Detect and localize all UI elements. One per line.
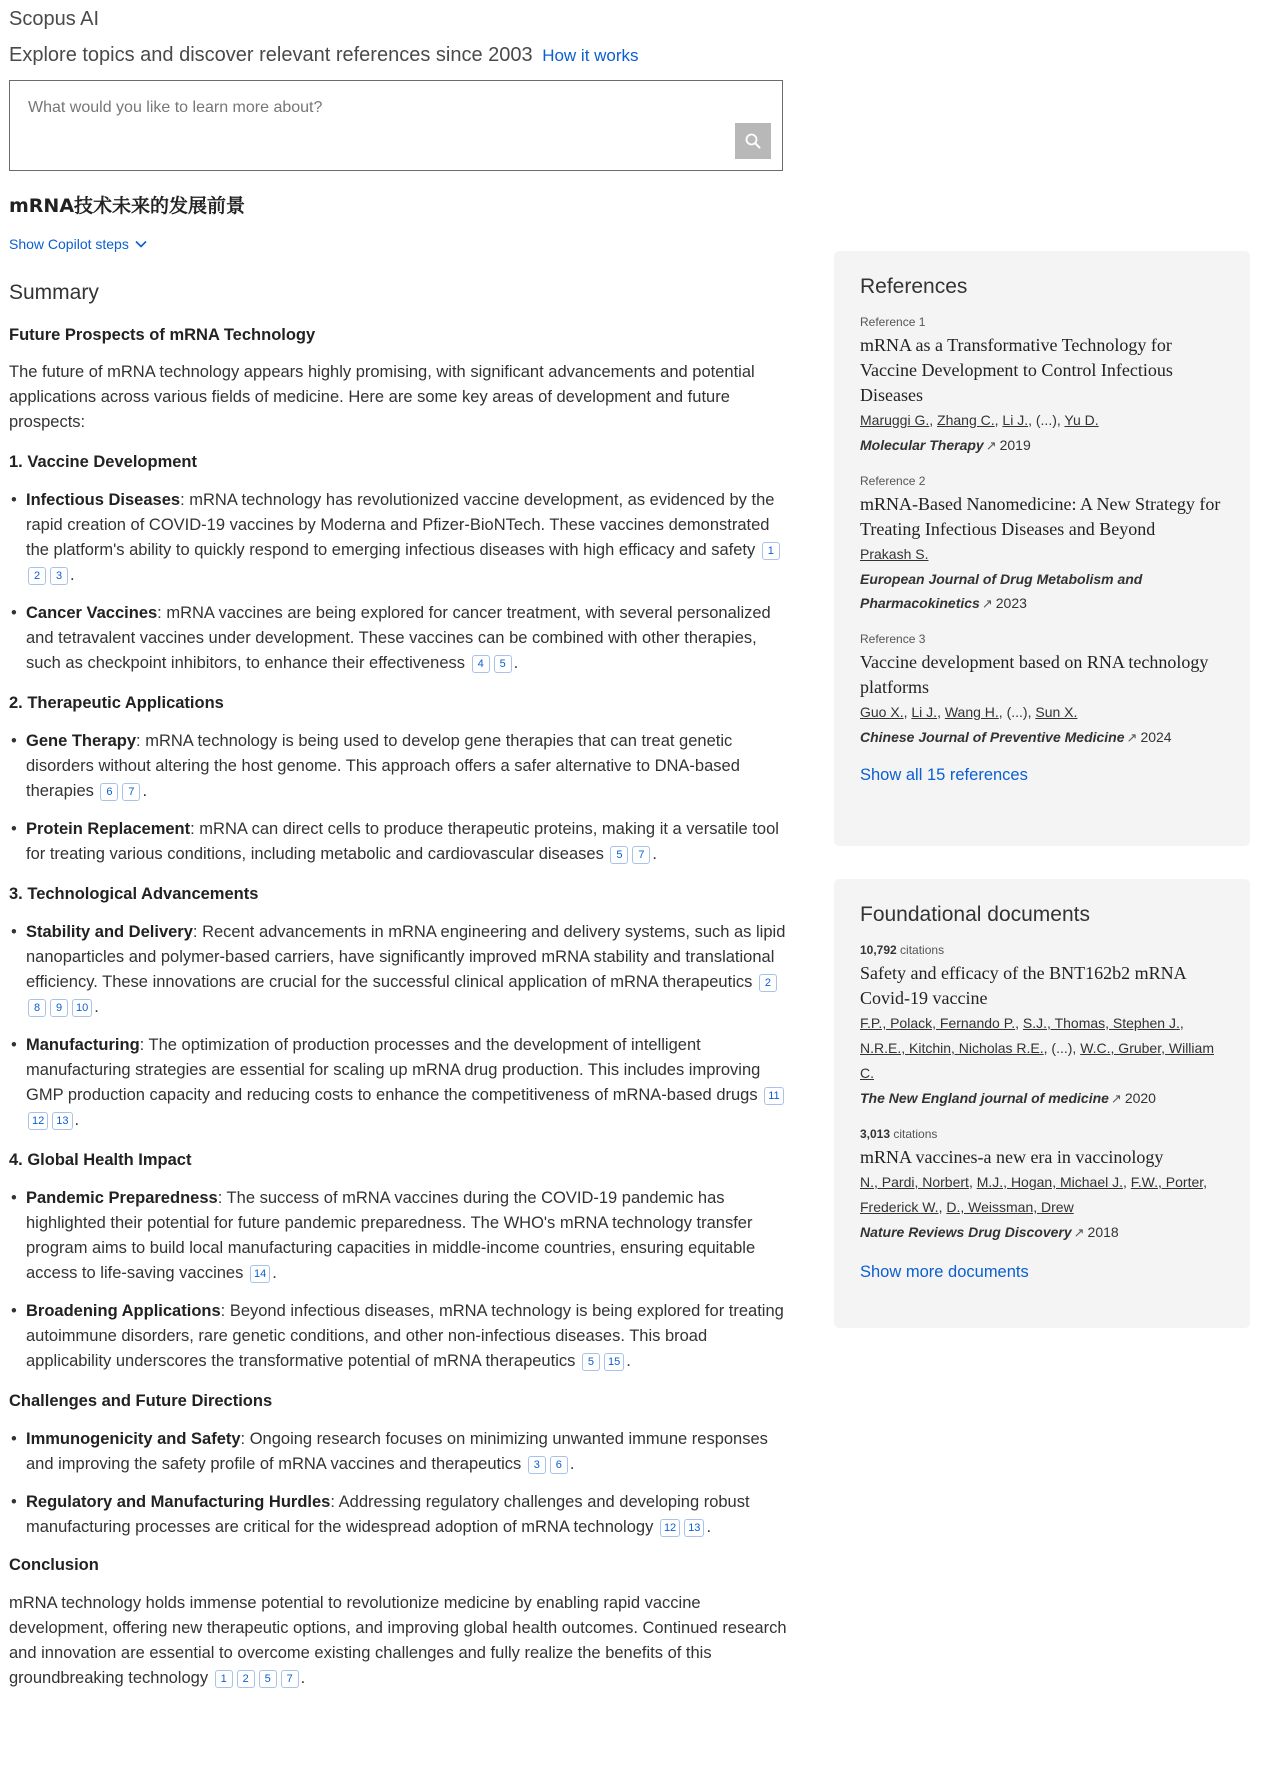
summary-sections	[9, 450, 789, 1540]
citation-badge[interactable]: 6	[550, 1456, 568, 1474]
item-title: Protein Replacement	[26, 820, 191, 838]
external-link-icon: ↗	[981, 596, 993, 611]
journal-line	[860, 725, 1226, 750]
citation-badge[interactable]: 11	[764, 1087, 783, 1105]
citation-badge[interactable]: 2	[759, 974, 777, 992]
list-item: • Broadening Applications: Beyond infectious diseases, mRNA technology is being explored for treating autoimmune disorders, rare genetic conditions, and other non-infectious diseases. This broad applicability underscores the transformative potential of mRNA therapeutics 5 15 .	[9, 1299, 789, 1374]
author-link[interactable]: N.R.E., Kitchin, Nicholas R.E.	[860, 1040, 1044, 1056]
external-link-icon: ↗	[1110, 1091, 1122, 1106]
section-list	[9, 920, 789, 1133]
item-title: Stability and Delivery	[26, 923, 193, 941]
section-heading: 2. Therapeutic Applications	[9, 694, 224, 712]
citation-badge[interactable]: 7	[281, 1670, 299, 1688]
journal-link[interactable]: European Journal of Drug Metabolism and Pharmacokinetics	[860, 571, 1143, 611]
citation-badge[interactable]: 1	[215, 1670, 233, 1688]
show-more-documents-link[interactable]: Show more documents	[860, 1263, 1029, 1281]
journal-line	[860, 567, 1226, 616]
citation-count	[860, 943, 1226, 957]
conclusion-heading: Conclusion	[9, 1556, 99, 1574]
document-title-link[interactable]: Vaccine development based on RNA technology platforms	[860, 652, 1209, 697]
author-link[interactable]: W.C., Gruber, William C.	[860, 1040, 1214, 1081]
journal-link[interactable]: Nature Reviews Drug Discovery	[860, 1224, 1072, 1240]
author-list: Guo X., Li J., Wang H., (...), Sun X.	[860, 704, 1078, 720]
author-link[interactable]: Sun X.	[1035, 704, 1078, 720]
citation-badge[interactable]: 4	[472, 655, 490, 673]
external-link-icon: ↗	[985, 438, 997, 453]
author-link[interactable]: Li J.	[1002, 412, 1029, 428]
citation-label: citations	[900, 943, 945, 957]
item-text: : mRNA technology has revolutionized vaccine development, as evidenced by the rapid creation of COVID-19 vaccines by Moderna and Pfizer-BioNTech. These vaccines demonstrated the platform's ability to quickly respond to emerging infectious diseases with high efficacy and safety	[26, 491, 775, 559]
citation-badge[interactable]: 5	[610, 846, 628, 864]
author-link[interactable]: Yu D.	[1064, 412, 1099, 428]
item-title: Infectious Diseases	[26, 491, 181, 509]
publication-year: 2020	[1124, 1090, 1156, 1106]
search-input[interactable]	[9, 80, 783, 171]
citation-badge[interactable]: 14	[250, 1265, 270, 1283]
item-title: Pandemic Preparedness	[26, 1189, 218, 1207]
author-link[interactable]: F.P., Polack, Fernando P.	[860, 1015, 1016, 1031]
citation-badge[interactable]: 2	[28, 567, 46, 585]
conclusion-citations	[213, 1669, 301, 1687]
search-placeholder: What would you like to learn more about?	[28, 99, 323, 116]
item-title: Manufacturing	[26, 1036, 140, 1054]
citation-badge[interactable]: 7	[632, 846, 650, 864]
author-link[interactable]: N., Pardi, Norbert	[860, 1174, 969, 1190]
conclusion-text: mRNA technology holds immense potential to revolutionize medicine by enabling rapid vaccine development, offering new therapeutic options, and improving global health outcomes. Continued research and innovation are essential to overcome existing challenges and fully realize the benefits of this groundbreaking technology 1 2 5 7 .	[9, 1594, 787, 1687]
foundational-heading: Foundational documents	[860, 903, 1090, 926]
citation-count	[860, 1127, 1226, 1141]
section-list	[9, 1427, 789, 1540]
citation-badge[interactable]: 1	[762, 542, 780, 560]
section-heading: 3. Technological Advancements	[9, 885, 259, 903]
author-link[interactable]: D., Weissman, Drew	[946, 1199, 1074, 1215]
citation-badge[interactable]: 5	[259, 1670, 277, 1688]
list-item: • Infectious Diseases: mRNA technology has revolutionized vaccine development, as evidenced by the rapid creation of COVID-19 vaccines by Moderna and Pfizer-BioNTech. These vaccines demonstrated the platform's ability to quickly respond to emerging infectious diseases with high efficacy and safety 12 3 .	[9, 488, 789, 588]
citation-badge[interactable]: 10	[72, 999, 92, 1017]
external-link-icon: ↗	[1073, 1225, 1085, 1240]
item-title: Broadening Applications	[26, 1302, 221, 1320]
citation-badge[interactable]: 13	[684, 1519, 704, 1537]
citation-label: citations	[893, 1127, 938, 1141]
citation-badge[interactable]: 6	[100, 783, 118, 801]
citation-number: 3,013	[860, 1127, 891, 1141]
summary-title: Future Prospects of mRNA Technology	[9, 326, 316, 344]
citation-badge[interactable]: 12	[28, 1112, 48, 1130]
show-all-references-link[interactable]: Show all 15 references	[860, 766, 1028, 784]
citation-badge[interactable]: 12	[660, 1519, 680, 1537]
references-panel	[834, 251, 1250, 846]
journal-line	[860, 433, 1226, 458]
document-title-link[interactable]: mRNA vaccines-a new era in vaccinology	[860, 1147, 1164, 1167]
author-list: Maruggi G., Zhang C., Li J., (...), Yu D.	[860, 412, 1099, 428]
journal-link[interactable]: The New England journal of medicine	[860, 1090, 1109, 1106]
section-list	[9, 488, 789, 676]
journal-line	[860, 1086, 1226, 1111]
journal-link[interactable]: Chinese Journal of Preventive Medicine	[860, 729, 1125, 745]
reference-label: Reference 1	[860, 315, 926, 329]
list-item: • Gene Therapy: mRNA technology is being used to develop gene therapies that can treat genetic disorders without altering the host genome. This approach offers a safer alternative to DNA-based therapies 6 7 .	[9, 729, 789, 804]
publication-year: 2018	[1087, 1224, 1119, 1240]
list-item: • Manufacturing: The optimization of production processes and the development of intelligent manufacturing strategies are essential for scaling up mRNA drug production. This includes improving GMP production capacity and reducing costs to enhance the competitiveness of mRNA-based drugs 1112 13 .	[9, 1033, 789, 1133]
item-text: : The optimization of production processes and the development of intelligent manufacturing strategies are essential for scaling up mRNA drug production. This includes improving GMP production capacity and reducing costs to enhance the competitiveness of mRNA-based drugs	[26, 1036, 761, 1104]
list-item: • Regulatory and Manufacturing Hurdles: Addressing regulatory challenges and developing robust manufacturing processes are critical for the widespread adoption of mRNA technology 12 13 .	[9, 1490, 789, 1540]
section-heading: 4. Global Health Impact	[9, 1151, 192, 1169]
citation-badge[interactable]: 3	[50, 567, 68, 585]
item-text: : Beyond infectious diseases, mRNA technology is being explored for treating autoimmune disorders, rare genetic conditions, and other non-infectious diseases. This broad applicability underscores the transformative potential of mRNA therapeutics	[26, 1302, 784, 1370]
list-item: • Stability and Delivery: Recent advancements in mRNA engineering and delivery systems, such as lipid nanoparticles and polymer-based carriers, have significantly improved mRNA stability and translational efficiency. These innovations are crucial for the successful clinical application of mRNA therapeutics 28 9 10 .	[9, 920, 789, 1020]
how-it-works-link[interactable]: How it works	[542, 46, 639, 65]
author-list: F.P., Polack, Fernando P., S.J., Thomas, Stephen J., N.R.E., Kitchin, Nicholas R.E., (...), W.C., Gruber, William C.	[860, 1015, 1214, 1081]
list-item: • Protein Replacement: mRNA can direct cells to produce therapeutic proteins, making it a versatile tool for treating various conditions, including metabolic and cardiovascular diseases 5 7 .	[9, 817, 789, 867]
summary-intro: The future of mRNA technology appears highly promising, with significant advancements and potential applications across various fields of medicine. Here are some key areas of development and future prospects:	[9, 363, 755, 431]
search-button[interactable]	[735, 123, 771, 159]
publication-year: 2023	[995, 595, 1027, 611]
show-copilot-steps-toggle[interactable]	[9, 236, 147, 252]
foundational-document	[860, 943, 1226, 1111]
references-heading: References	[860, 275, 968, 298]
item-title: Regulatory and Manufacturing Hurdles	[26, 1493, 331, 1511]
conclusion-body: mRNA technology holds immense potential to revolutionize medicine by enabling rapid vaccine development, offering new therapeutic options, and improving global health outcomes. Continued research and innovation are essential to overcome existing challenges and fully realize the benefits of this groundbreaking technology	[9, 1594, 787, 1687]
list-item: • Pandemic Preparedness: The success of mRNA vaccines during the COVID-19 pandemic has highlighted their potential for future pandemic preparedness. The WHO's mRNA technology transfer program aims to build local manufacturing capacities in middle-income countries, ensuring equitable access to life-saving vaccines 14 .	[9, 1186, 789, 1286]
section-heading: 1. Vaccine Development	[9, 453, 198, 471]
publication-year: 2024	[1140, 729, 1172, 745]
query-title: mRNA技术未来的发展前景	[9, 195, 246, 217]
copilot-label: Show Copilot steps	[9, 236, 129, 252]
author-link[interactable]: F.W., Porter, Frederick W.	[860, 1174, 1208, 1215]
item-text: : mRNA vaccines are being explored for cancer treatment, with several personalized and tetravalent vaccines under development. These vaccines can be combined with other therapies, such as checkpoint inhibitors, to enhance their effectiveness	[26, 604, 771, 672]
author-link[interactable]: Guo X.	[860, 704, 904, 720]
tagline-text: Explore topics and discover relevant references since 2003	[9, 44, 533, 66]
reference-item	[860, 315, 1226, 458]
section-heading: Challenges and Future Directions	[9, 1392, 273, 1410]
citation-badge[interactable]: 15	[604, 1353, 624, 1371]
summary-heading: Summary	[9, 281, 99, 304]
author-list: N., Pardi, Norbert, M.J., Hogan, Michael J., F.W., Porter, Frederick W., D., Weissman, Drew	[860, 1174, 1208, 1215]
document-title-link[interactable]: mRNA as a Transformative Technology for Vaccine Development to Control Infectious Diseases	[860, 335, 1173, 405]
item-title: Gene Therapy	[26, 732, 137, 750]
citation-badge[interactable]: 5	[494, 655, 512, 673]
author-link[interactable]: M.J., Hogan, Michael J.	[976, 1174, 1123, 1190]
external-link-icon: ↗	[1126, 730, 1138, 745]
foundational-documents-panel	[834, 879, 1250, 1328]
citation-badge[interactable]: 2	[237, 1670, 255, 1688]
reference-label: Reference 3	[860, 632, 926, 646]
citation-badge[interactable]: 9	[50, 999, 68, 1017]
author-link[interactable]: S.J., Thomas, Stephen J.	[1022, 1015, 1180, 1031]
author-link[interactable]: Li J.	[911, 704, 938, 720]
author-link[interactable]: Maruggi G.	[860, 412, 930, 428]
author-link[interactable]: Wang H.	[944, 704, 999, 720]
author-list	[860, 542, 1226, 567]
author-ellipsis: (...)	[1051, 1040, 1073, 1056]
journal-link[interactable]: Molecular Therapy	[860, 437, 984, 453]
author-link[interactable]: Zhang C.	[937, 412, 995, 428]
item-text: : Addressing regulatory challenges and developing robust manufacturing processes are critical for the widespread adoption of mRNA technology	[26, 1493, 750, 1536]
citation-badge[interactable]: 5	[582, 1353, 600, 1371]
publication-year: 2019	[999, 437, 1031, 453]
item-text: : Recent advancements in mRNA engineering and delivery systems, such as lipid nanoparticles and polymer-based carriers, have significantly improved mRNA stability and translational efficiency. These innovations are crucial for the successful clinical application of mRNA therapeutics	[26, 923, 786, 991]
item-text: : The success of mRNA vaccines during the COVID-19 pandemic has highlighted their potential for future pandemic preparedness. The WHO's mRNA technology transfer program aims to build local manufacturing capacities in middle-income countries, ensuring equitable access to life-saving vaccines	[26, 1189, 756, 1282]
item-text: : Ongoing research focuses on minimizing unwanted immune responses and improving the safety profile of mRNA vaccines and therapeutics	[26, 1430, 768, 1473]
item-text: : mRNA can direct cells to produce therapeutic proteins, making it a versatile tool for treating various conditions, including metabolic and cardiovascular diseases	[26, 820, 779, 863]
reference-item	[860, 632, 1226, 750]
document-title-link[interactable]: mRNA-Based Nanomedicine: A New Strategy for Treating Infectious Diseases and Beyond	[860, 494, 1221, 539]
author-ellipsis: (...)	[1006, 704, 1028, 720]
reference-label: Reference 2	[860, 474, 926, 488]
chevron-down-icon	[135, 240, 147, 248]
section-list	[9, 1186, 789, 1374]
references-list	[860, 315, 1226, 750]
list-item: • Cancer Vaccines: mRNA vaccines are being explored for cancer treatment, with several personalized and tetravalent vaccines under development. These vaccines can be combined with other therapies, such as checkpoint inhibitors, to enhance their effectiveness 4 5 .	[9, 601, 789, 676]
citation-badge[interactable]: 3	[528, 1456, 546, 1474]
item-text: : mRNA technology is being used to develop gene therapies that can treat genetic disorders without altering the host genome. This approach offers a safer alternative to DNA-based therapies	[26, 732, 740, 800]
author-link[interactable]: Prakash S.	[860, 546, 929, 562]
journal-line	[860, 1220, 1226, 1245]
list-item: • Immunogenicity and Safety: Ongoing research focuses on minimizing unwanted immune responses and improving the safety profile of mRNA vaccines and therapeutics 3 6 .	[9, 1427, 789, 1477]
citation-badge[interactable]: 13	[52, 1112, 72, 1130]
citation-badge[interactable]: 8	[28, 999, 46, 1017]
item-title: Immunogenicity and Safety	[26, 1430, 241, 1448]
foundational-list	[860, 943, 1226, 1245]
page-tagline	[9, 44, 639, 67]
item-title: Cancer Vaccines	[26, 604, 158, 622]
reference-item	[860, 474, 1226, 616]
search-icon	[744, 132, 762, 150]
foundational-document	[860, 1127, 1226, 1245]
app-brand: Scopus AI	[9, 8, 100, 30]
document-title-link[interactable]: Safety and efficacy of the BNT162b2 mRNA Covid-19 vaccine	[860, 963, 1186, 1008]
author-ellipsis: (...)	[1035, 412, 1057, 428]
summary-section	[9, 276, 789, 1691]
citation-number: 10,792	[860, 943, 897, 957]
section-list	[9, 729, 789, 867]
citation-badge[interactable]: 7	[122, 783, 140, 801]
